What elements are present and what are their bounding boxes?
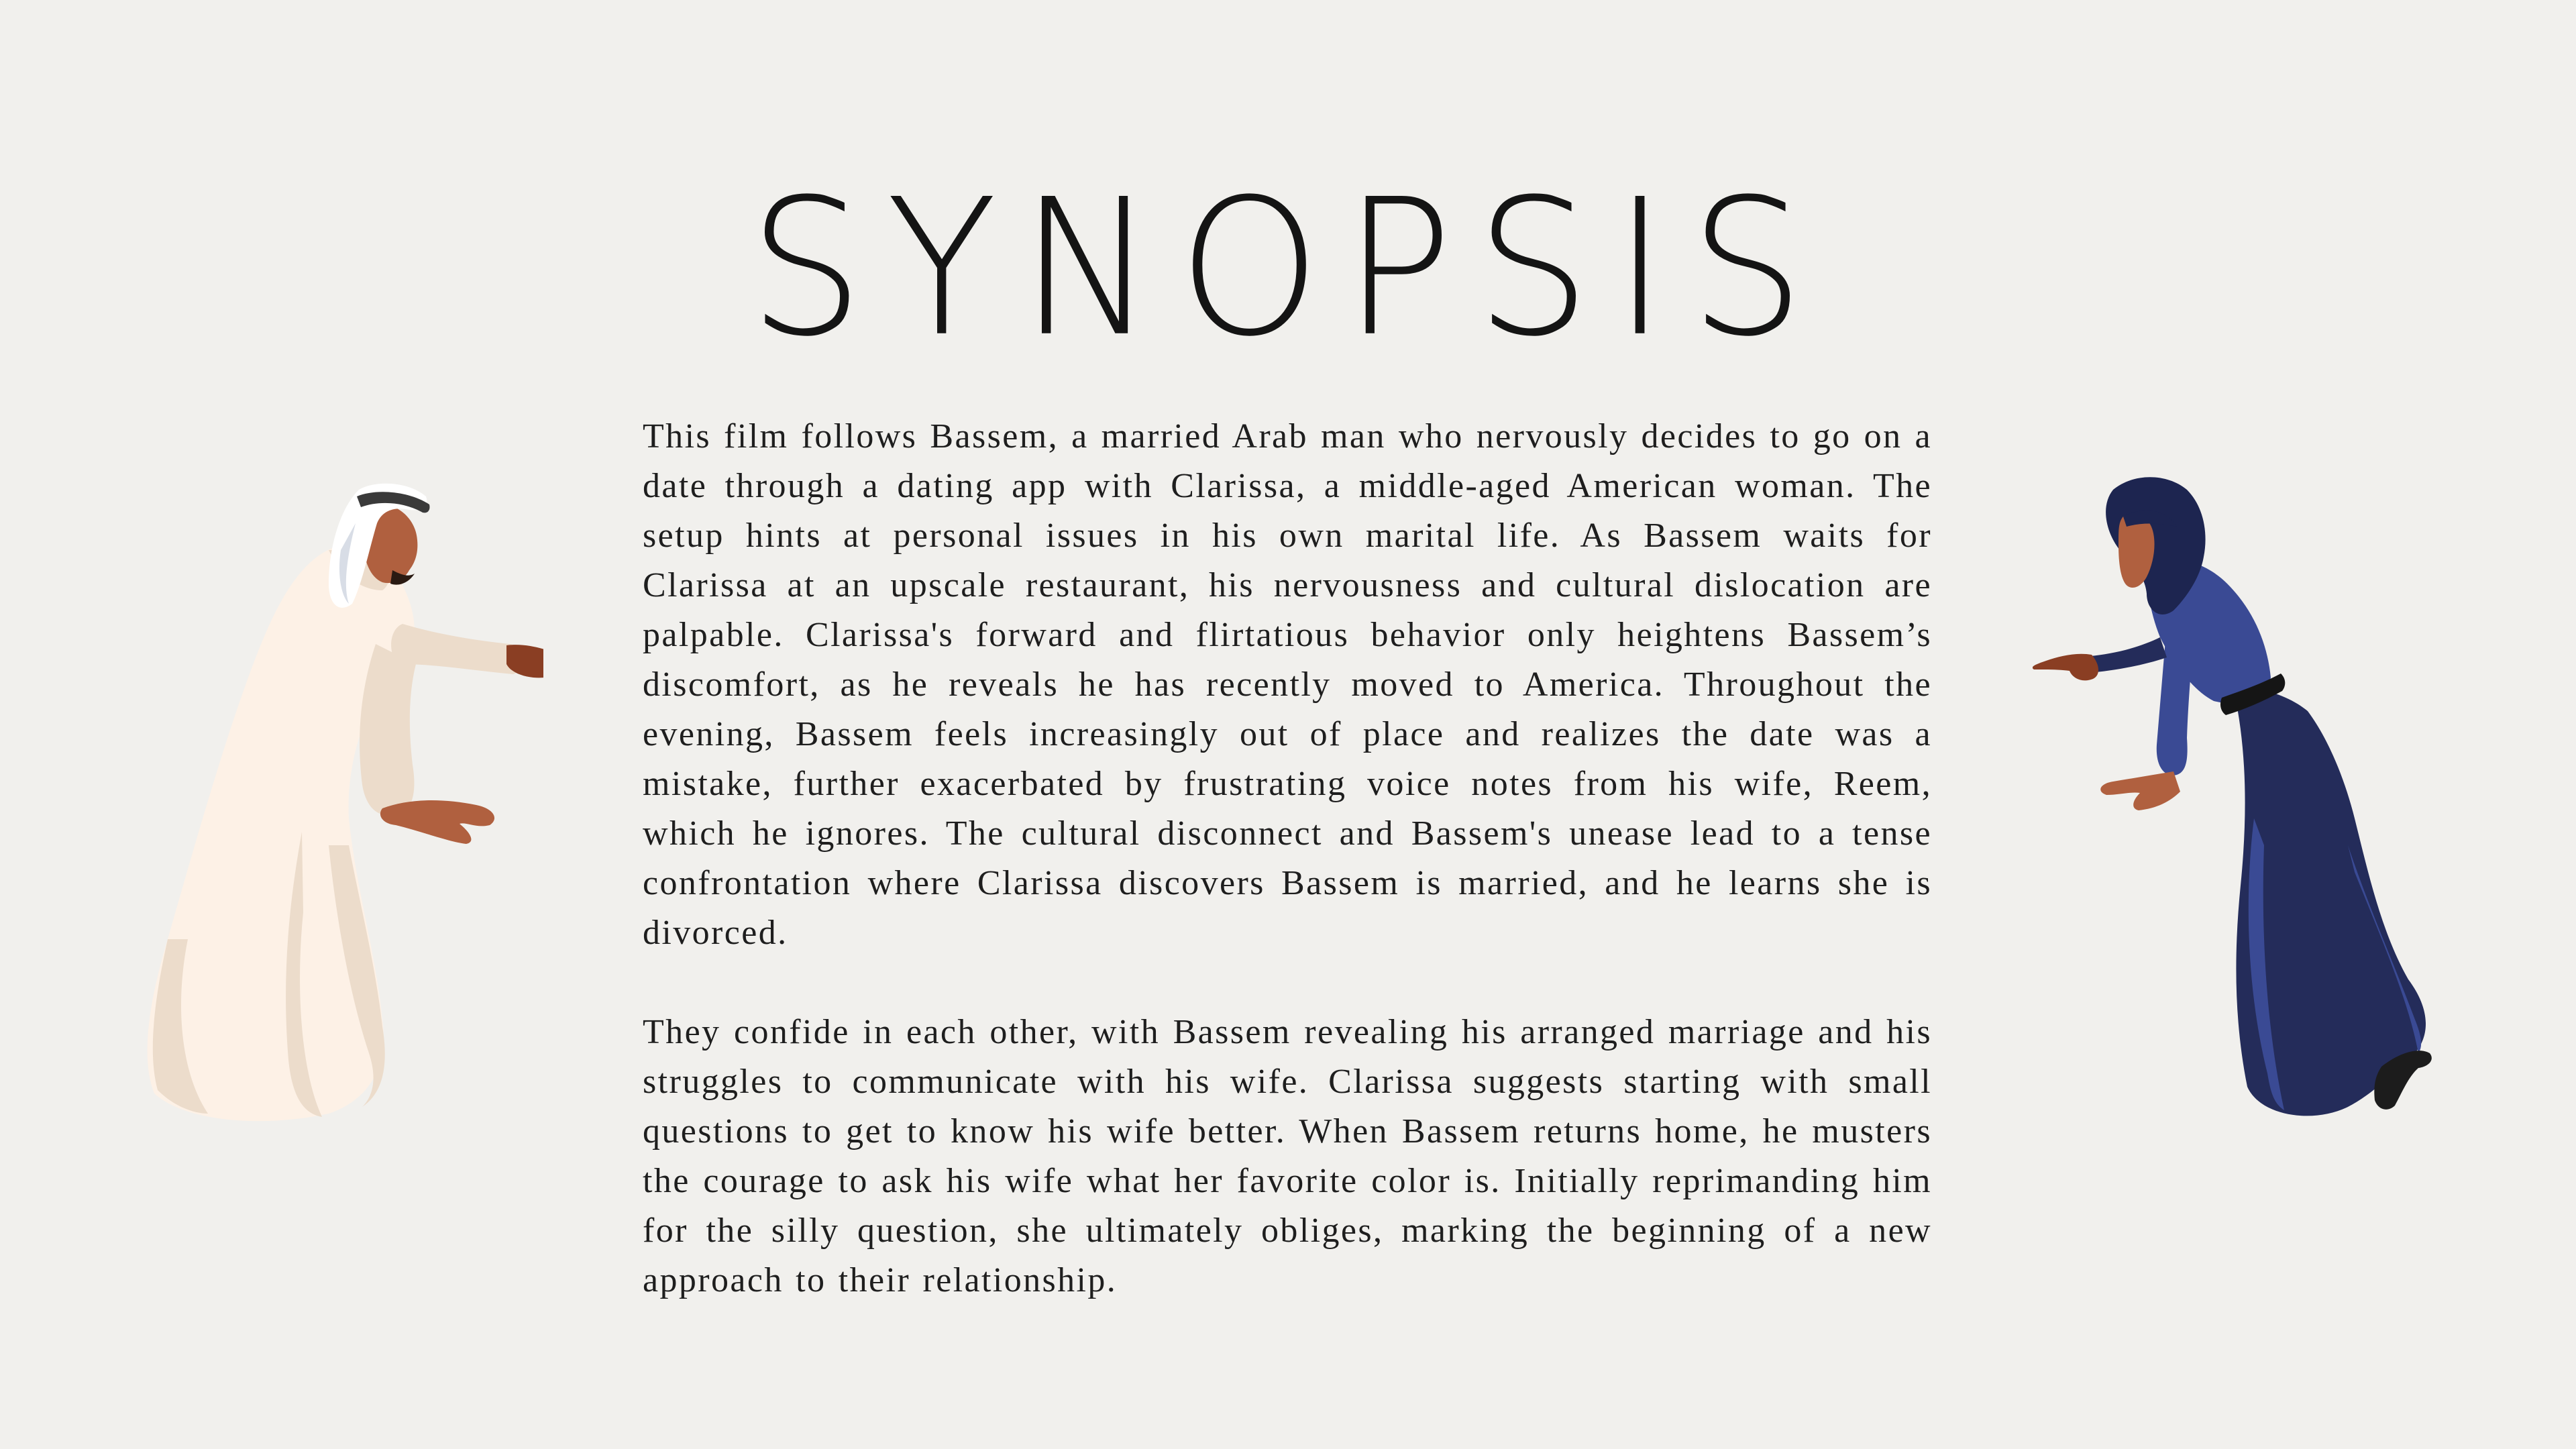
man-pointing-illustration <box>127 470 543 1140</box>
woman-pointing-illustration <box>2033 470 2449 1140</box>
synopsis-paragraph: They confide in each other, with Bassem revealing his arranged marriage and his struggles to communicate with his wife. Clarissa suggests starting with small questions to get to know his wife better. When Bassem returns home, he musters the courage to ask his wife what her favorite color is. Initially reprimanding him for the silly question, she ultimately obliges, marking the beginning of a new approach to their relationship. <box>643 1013 1932 1299</box>
synopsis-paragraph: This film follows Bassem, a married Arab man who nervously decides to go on a date through a dating app with Clarissa, a middle-aged American woman. The setup hints at personal issues in his own marital life. As Bassem waits for Clarissa at an upscale restaurant, his nervousness and cultural dislocation are palpable. Clarissa's forward and flirtatious behavior only heightens Bassem’s discomfort, as he reveals he has recently moved to America. Throughout the evening, Bassem feels increasingly out of place and realizes the date was a mistake, further exacerbated by frustrating voice notes from his wife, Reem, which he ignores. The cultural disconnect and Bassem's unease lead to a tense confrontation where Clarissa discovers Bassem is married, and he learns she is divorced. <box>643 417 1932 952</box>
page-title: SYNOPSIS <box>748 158 1828 378</box>
synopsis-body <box>643 412 1932 1305</box>
